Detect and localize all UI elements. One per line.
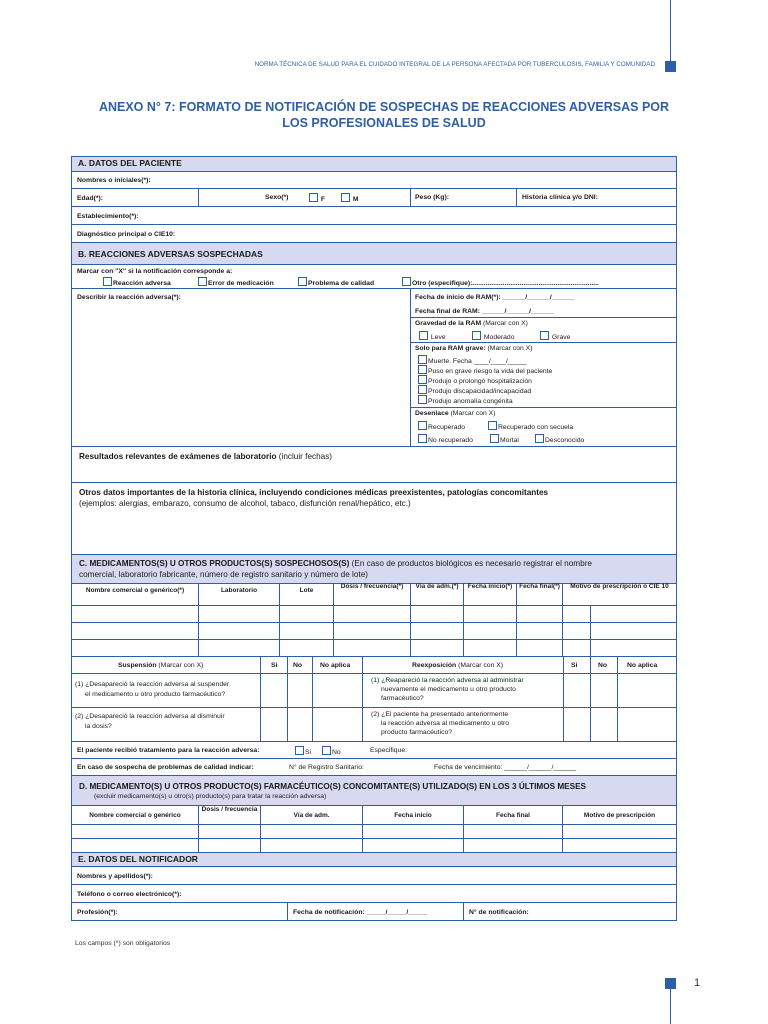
resultados-laboratorio-row: Resultados relevantes de exámenes de laboratorio (incluir fechas) [72, 446, 676, 482]
tratamiento-si-checkbox[interactable]: Si [295, 746, 311, 756]
profesion-row: Profesión(*): Fecha de notificación: _____/_____/_____ N° de notificación: [72, 902, 676, 920]
section-c-columns: Nombre comercial o genérico(*) Laboratorio Lote Dosis / frecuencia(*) Vía de adm.(*) Fecha inicio(*) Fecha final(*) Motivo de prescripción o CIE 10 [72, 583, 676, 605]
section-d-header: D. MEDICAMENTO(S) U OTROS PRODUCTO(S) FARMACÉUTICO(S) CONCOMITANTE(S) UTILIZADO(S) EN LOS 3 ÚLTIMOS MESES (excluir medicamento(s) u otro(s) producto(s) para tratar la reacción adversa) [72, 775, 676, 805]
tratamiento-no-checkbox[interactable]: No [322, 746, 341, 756]
calidad-row: En caso de sospecha de problemas de calidad indicar: N° de Registro Sanitario: Fecha de vencimiento: ______/______/______ [72, 758, 676, 775]
muerte-checkbox[interactable]: Muerte. Fecha ____/____/_____ [418, 355, 527, 365]
suspension-q2-row: (2) ¿Desapareció la reacción adversa al disminuir la dosis? (2) ¿El paciente ha presentado anteriormente la reacción adversa al medicamento u otro producto farmacéutico? [72, 707, 676, 741]
sexo-m-checkbox[interactable]: M [341, 193, 359, 203]
otro-checkbox[interactable]: Otro (especifique):................................................................... [402, 277, 599, 287]
reaccion-detalle-block: Describir la reacción adversa(*): Fecha de inicio de RAM(*): ______/______/______ Fecha final de RAM: ______/______/______ Gravedad de la RAM (Marcar con X) Leve Moderado Grave Solo para RAM grave: (Marcar con X) Muerte. Fecha ____/____/_____ Puso en grave riesgo la vida del paciente Produjo o prolongó hospitalización Produjo discapacidad/incapacidad Produjo anomalía congénita Desenlace (Marcar con X) Recuperado Recuperado con secuela No recuperado Mortal Desconocido [72, 288, 676, 446]
suspension-q1-row: (1) ¿Desapareció la reacción adversa al suspender el medicamento u otro producto farmacéutico? (1) ¿Reapareció la reacción adversa al administrar nuevamente el medicamento u otro producto farmacéutico? [72, 673, 676, 707]
anomalia-checkbox[interactable]: Produjo anomalía congénita [418, 395, 513, 405]
section-c-data-row[interactable] [72, 605, 676, 622]
section-d-data-row[interactable] [72, 824, 676, 838]
section-b-header: B. REACCIONES ADVERSAS SOSPECHADAS [72, 242, 676, 264]
top-accent-line [670, 0, 671, 64]
error-medicacion-checkbox[interactable]: Error de medicación [198, 277, 274, 287]
page-title: ANEXO N° 7: FORMATO DE NOTIFICACIÓN DE SOSPECHAS DE REACCIONES ADVERSAS POR LOS PROFESIONALES DE SALUD [98, 100, 670, 130]
top-accent-square [665, 61, 676, 72]
reaccion-adversa-checkbox[interactable]: Reacción adversa [103, 277, 171, 287]
nombres-label: Nombres o iniciales(*): [77, 177, 151, 184]
grave-checkbox[interactable]: Grave [540, 331, 570, 341]
section-d-columns: Nombre comercial o genérico Dosis / frecuencia Vía de adm. Fecha inicio Fecha final Motivo de prescripción [72, 805, 676, 824]
moderado-checkbox[interactable]: Moderado [472, 331, 515, 341]
problema-calidad-checkbox[interactable]: Problema de calidad [298, 277, 374, 287]
section-d-data-row[interactable] [72, 838, 676, 852]
recuperado-secuela-checkbox[interactable]: Recuperado con secuela [488, 421, 573, 431]
running-header: NORMA TÉCNICA DE SALUD PARA EL CUIDADO INTEGRAL DE LA PERSONA AFECTADA POR TUBERCULOSIS, FAMILIA Y COMUNIDAD [254, 61, 655, 68]
notificador-nombres-label: Nombres y apellidos(*): [77, 873, 153, 880]
desconocido-checkbox[interactable]: Desconocido [535, 434, 584, 444]
tratamiento-row: El paciente recibió tratamiento para la reacción adversa: Si No Especifique: [72, 741, 676, 758]
sexo-f-checkbox[interactable]: F [309, 193, 325, 203]
bottom-accent-line [670, 986, 671, 1024]
discapacidad-checkbox[interactable]: Produjo discapacidad/incapacidad [418, 385, 531, 395]
section-a-header: A. DATOS DEL PACIENTE [72, 157, 676, 171]
section-c-header: C. MEDICAMENTOS(S) U OTROS PRODUCTOS(S) SOSPECHOSOS(S) (En caso de productos biológicos es necesario registrar el nombre comercial, laboratorio fabricante, número de registro sanitario y número de lote) [72, 554, 676, 583]
suspension-header-row: Suspensión (Marcar con X) Si No No aplica Reexposición (Marcar con X) Si No No aplica [72, 656, 676, 673]
notification-form [71, 156, 677, 921]
establecimiento-label: Establecimiento(*): [77, 213, 139, 220]
otros-datos-row: Otros datos importantes de la historia clínica, incluyendo condiciones médicas preexistentes, patologías concomitantes (ejemplos: alergias, embarazo, consumo de alcohol, tabaco, disfunción renal/hepático, etc.) [72, 482, 676, 554]
edad-row: Edad(*): Sexo(*) F M Peso (Kg): Historia clínica y/o DNI: [72, 188, 676, 206]
bottom-accent-square [665, 978, 676, 989]
leve-checkbox[interactable]: Leve [419, 331, 446, 341]
recuperado-checkbox[interactable]: Recuperado [418, 421, 465, 431]
diagnostico-label: Diagnóstico principal o CIE10: [77, 231, 176, 238]
section-c-data-row[interactable] [72, 639, 676, 656]
tipo-notificacion-row: Marcar con "X" si la notificación corresponde a: Reacción adversa Error de medicación Problema de calidad Otro (especifique):................................................................... [72, 264, 676, 288]
mortal-checkbox[interactable]: Mortal [490, 434, 519, 444]
page-number: 1 [694, 977, 701, 989]
grave-riesgo-checkbox[interactable]: Puso en grave riesgo la vida del paciente [418, 365, 552, 375]
footnote: Los campos (*) son obligatorios [75, 940, 171, 947]
notificador-telefono-label: Teléfono o correo electrónico(*): [77, 891, 182, 898]
hospitalizacion-checkbox[interactable]: Produjo o prolongó hospitalización [418, 375, 532, 385]
fecha-inicio-ram: Fecha de inicio de RAM(*): ______/______/______ [415, 294, 575, 301]
section-e-header: E. DATOS DEL NOTIFICADOR [72, 852, 676, 866]
no-recuperado-checkbox[interactable]: No recuperado [418, 434, 473, 444]
section-c-data-row[interactable] [72, 622, 676, 639]
fecha-final-ram: Fecha final de RAM: ______/______/______ [415, 308, 554, 315]
